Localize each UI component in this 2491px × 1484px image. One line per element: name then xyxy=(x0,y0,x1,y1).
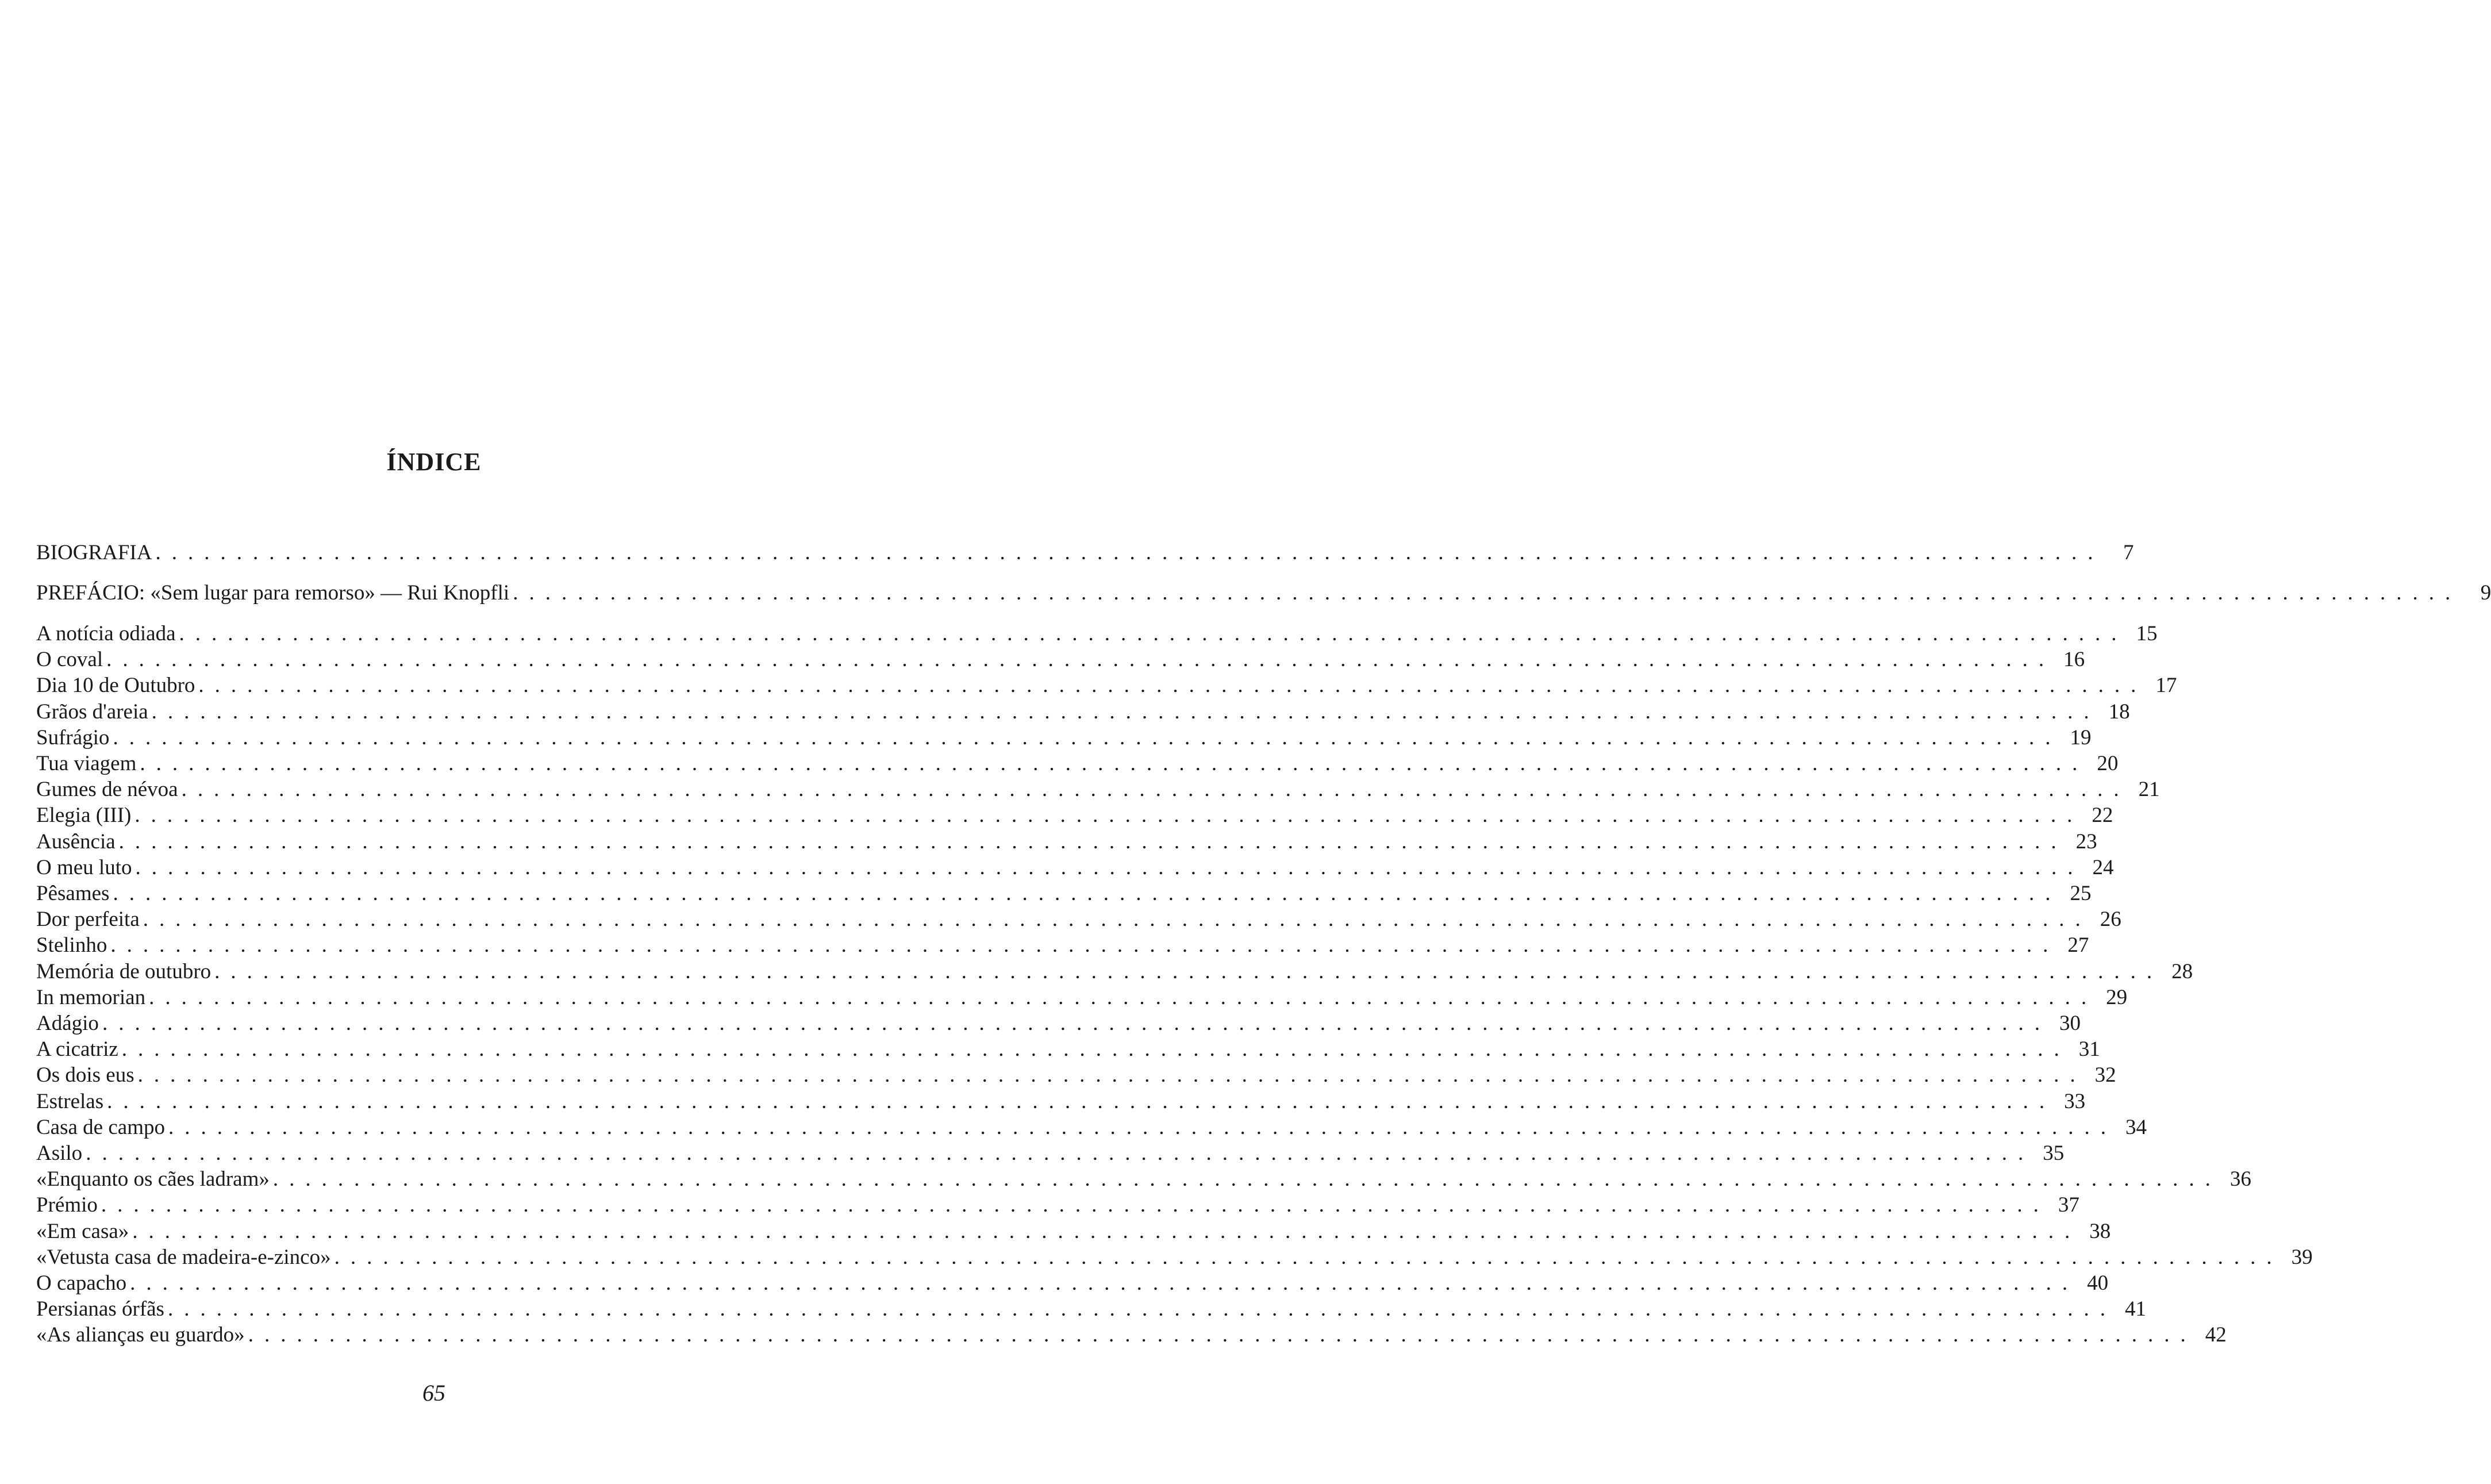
dot-leader: ........................................................................................................................ xyxy=(198,674,2147,698)
toc-entry-title: Dia 10 de Outubro xyxy=(36,674,195,698)
toc-entry-page-number: 23 xyxy=(2075,829,2097,854)
toc-entry-page-number: 30 xyxy=(2059,1012,2081,1035)
toc-entry-page-number: 33 xyxy=(2064,1089,2086,1113)
toc-entry xyxy=(36,1219,2111,1244)
dot-leader: ........................................................................................................................ xyxy=(134,803,2083,828)
toc-entry-title: «Enquanto os cães ladram» xyxy=(36,1167,270,1191)
toc-entry xyxy=(36,933,2089,958)
dot-leader: ........................................................................................................................ xyxy=(101,1193,2050,1217)
dot-leader: ........................................................................................................................ xyxy=(110,933,2059,958)
toc-entry xyxy=(36,751,2119,776)
dot-leader: ........................................................................................................................ xyxy=(140,752,2089,775)
dot-leader: ........................................................................................................................ xyxy=(102,1012,2051,1035)
toc-entry-title: O meu luto xyxy=(36,855,132,879)
toc-entry xyxy=(36,1271,2109,1296)
toc-entry xyxy=(36,1297,2146,1322)
toc-entry-title: Casa de campo xyxy=(36,1115,165,1139)
toc-entry-title: Asilo xyxy=(36,1141,83,1165)
dot-leader: ........................................................................................................................ xyxy=(513,581,2462,605)
toc-entry-page-number: 36 xyxy=(2229,1167,2251,1191)
toc-entry-title: PREFÁCIO: «Sem lugar para remorso» — Rui Knopfli xyxy=(36,581,510,605)
toc-entry xyxy=(36,855,2114,881)
toc-entry-title: Adágio xyxy=(36,1012,99,1035)
toc-entry xyxy=(36,1037,2100,1062)
page-number: 65 xyxy=(422,1380,445,1406)
toc-entry-title: In memorian xyxy=(36,985,146,1009)
dot-leader: ........................................................................................................................ xyxy=(181,778,2130,802)
dot-leader: ........................................................................................................................ xyxy=(130,1271,2079,1295)
toc-entry-page-number: 37 xyxy=(2058,1193,2079,1217)
toc-entry-title: «Em casa» xyxy=(36,1219,129,1243)
toc-entry-page-number: 24 xyxy=(2092,855,2114,879)
toc-entry-page-number: 15 xyxy=(2136,622,2158,645)
toc-entry-title: O coval xyxy=(36,648,103,672)
toc-entry-title: Grãos d'areia xyxy=(36,699,148,724)
toc-entry xyxy=(36,1089,2086,1114)
toc-entry-page-number: 21 xyxy=(2138,778,2160,802)
toc-entry xyxy=(36,1141,2065,1166)
toc-entry xyxy=(36,881,2092,906)
toc-entry-title: Tua viagem xyxy=(36,752,137,775)
toc-entry-page-number: 42 xyxy=(2205,1323,2227,1347)
toc-entry xyxy=(36,725,2092,751)
toc-entry-title: A notícia odiada xyxy=(36,622,176,645)
toc-entry-title: Os dois eus xyxy=(36,1063,134,1087)
dot-leader: ........................................................................................................................ xyxy=(179,622,2128,645)
dot-leader: ........................................................................................................................ xyxy=(214,959,2163,983)
toc-entry xyxy=(36,1193,2079,1218)
toc-entry-title: Estrelas xyxy=(36,1089,104,1113)
toc-entry-page-number: 38 xyxy=(2089,1219,2111,1243)
toc-entry-page-number: 20 xyxy=(2097,752,2119,775)
dot-leader: ........................................................................................................................ xyxy=(151,699,2100,724)
toc-entry-title: Memória de outubro xyxy=(36,959,212,983)
toc-entry xyxy=(36,959,2193,985)
dot-leader: ........................................................................................................................ xyxy=(272,1167,2221,1191)
dot-leader: ........................................................................................................................ xyxy=(167,1297,2116,1321)
toc-entry-page-number: 35 xyxy=(2043,1141,2065,1165)
toc-entry xyxy=(36,673,2177,698)
dot-leader: ........................................................................................................................ xyxy=(334,1245,2283,1269)
toc-entry-title: Persianas órfãs xyxy=(36,1297,164,1321)
toc-entry xyxy=(36,540,2134,566)
dot-leader: ........................................................................................................................ xyxy=(107,1089,2056,1113)
toc-entry xyxy=(36,1322,2227,1348)
toc-entry-title: Gumes de névoa xyxy=(36,778,178,802)
toc-entry xyxy=(36,907,2121,932)
toc-entry-title: Dor perfeita xyxy=(36,908,140,932)
toc-entry-title: «As alianças eu guardo» xyxy=(36,1323,245,1347)
toc-entry xyxy=(36,1011,2081,1036)
dot-leader: ........................................................................................................................ xyxy=(135,855,2084,879)
toc-entry-page-number: 34 xyxy=(2125,1115,2147,1139)
toc-entry-page-number: 19 xyxy=(2070,725,2092,749)
toc-entry-title: A cicatriz xyxy=(36,1037,118,1062)
toc-entry-page-number: 22 xyxy=(2092,803,2113,828)
toc-entry xyxy=(36,1245,2313,1270)
dot-leader: ........................................................................................................................ xyxy=(86,1141,2035,1165)
toc-entry-page-number: 27 xyxy=(2067,933,2089,958)
toc-entry-title: Stelinho xyxy=(36,933,107,958)
toc-entry-page-number: 17 xyxy=(2155,674,2177,698)
toc-entry xyxy=(36,803,2113,828)
toc-entry xyxy=(36,1063,2116,1088)
toc-entry xyxy=(36,1167,2251,1192)
toc-entry xyxy=(36,580,2491,606)
dot-leader: ........................................................................................................................ xyxy=(113,882,2062,905)
toc-entry-page-number: 28 xyxy=(2171,959,2193,983)
toc-entry-page-number: 31 xyxy=(2078,1037,2100,1062)
toc-entry xyxy=(36,985,2128,1010)
dot-leader: ........................................................................................................................ xyxy=(106,648,2055,672)
toc-entry-title: Elegia (III) xyxy=(36,803,132,828)
dot-leader: ........................................................................................................................ xyxy=(248,1323,2197,1347)
dot-leader: ........................................................................................................................ xyxy=(137,1063,2086,1087)
toc-entry-page-number: 41 xyxy=(2124,1297,2146,1321)
dot-leader: ........................................................................................................................ xyxy=(121,1037,2070,1062)
toc-entry-page-number: 7 xyxy=(2123,541,2134,564)
toc-entry-page-number: 9 xyxy=(2480,581,2491,605)
toc-entry-page-number: 26 xyxy=(2100,908,2121,932)
toc-entry xyxy=(36,647,2085,672)
dot-leader: ........................................................................................................................ xyxy=(155,541,2104,564)
toc-entry-page-number: 32 xyxy=(2094,1063,2116,1087)
toc-entry xyxy=(36,699,2130,725)
toc-entry-title: Ausência xyxy=(36,829,116,854)
toc-entry-page-number: 39 xyxy=(2291,1245,2313,1269)
toc-entry-page-number: 29 xyxy=(2106,985,2128,1009)
toc-entry-page-number: 40 xyxy=(2087,1271,2109,1295)
toc-entry-title: O capacho xyxy=(36,1271,127,1295)
toc-entry-page-number: 16 xyxy=(2063,648,2085,672)
toc-entry-page-number: 25 xyxy=(2070,882,2092,905)
toc-entry-title: Sufrágio xyxy=(36,725,110,749)
page-title: ÍNDICE xyxy=(386,448,482,476)
dot-leader: ........................................................................................................................ xyxy=(113,725,2062,749)
toc-entry-page-number: 18 xyxy=(2108,699,2130,724)
dot-leader: ........................................................................................................................ xyxy=(168,1115,2117,1139)
dot-leader: ........................................................................................................................ xyxy=(149,985,2098,1009)
toc-entry-title: BIOGRAFIA xyxy=(36,541,152,564)
toc-entry-title: Pêsames xyxy=(36,882,110,905)
toc-entry-title: «Vetusta casa de madeira-e-zinco» xyxy=(36,1245,331,1269)
toc-entry xyxy=(36,621,2158,647)
dot-leader: ........................................................................................................................ xyxy=(132,1219,2081,1243)
toc-entry xyxy=(36,777,2160,802)
dot-leader: ........................................................................................................................ xyxy=(143,908,2092,932)
toc-entry-title: Prémio xyxy=(36,1193,98,1217)
toc-entry xyxy=(36,1115,2147,1140)
dot-leader: ........................................................................................................................ xyxy=(118,829,2067,854)
toc-entry xyxy=(36,829,2097,855)
